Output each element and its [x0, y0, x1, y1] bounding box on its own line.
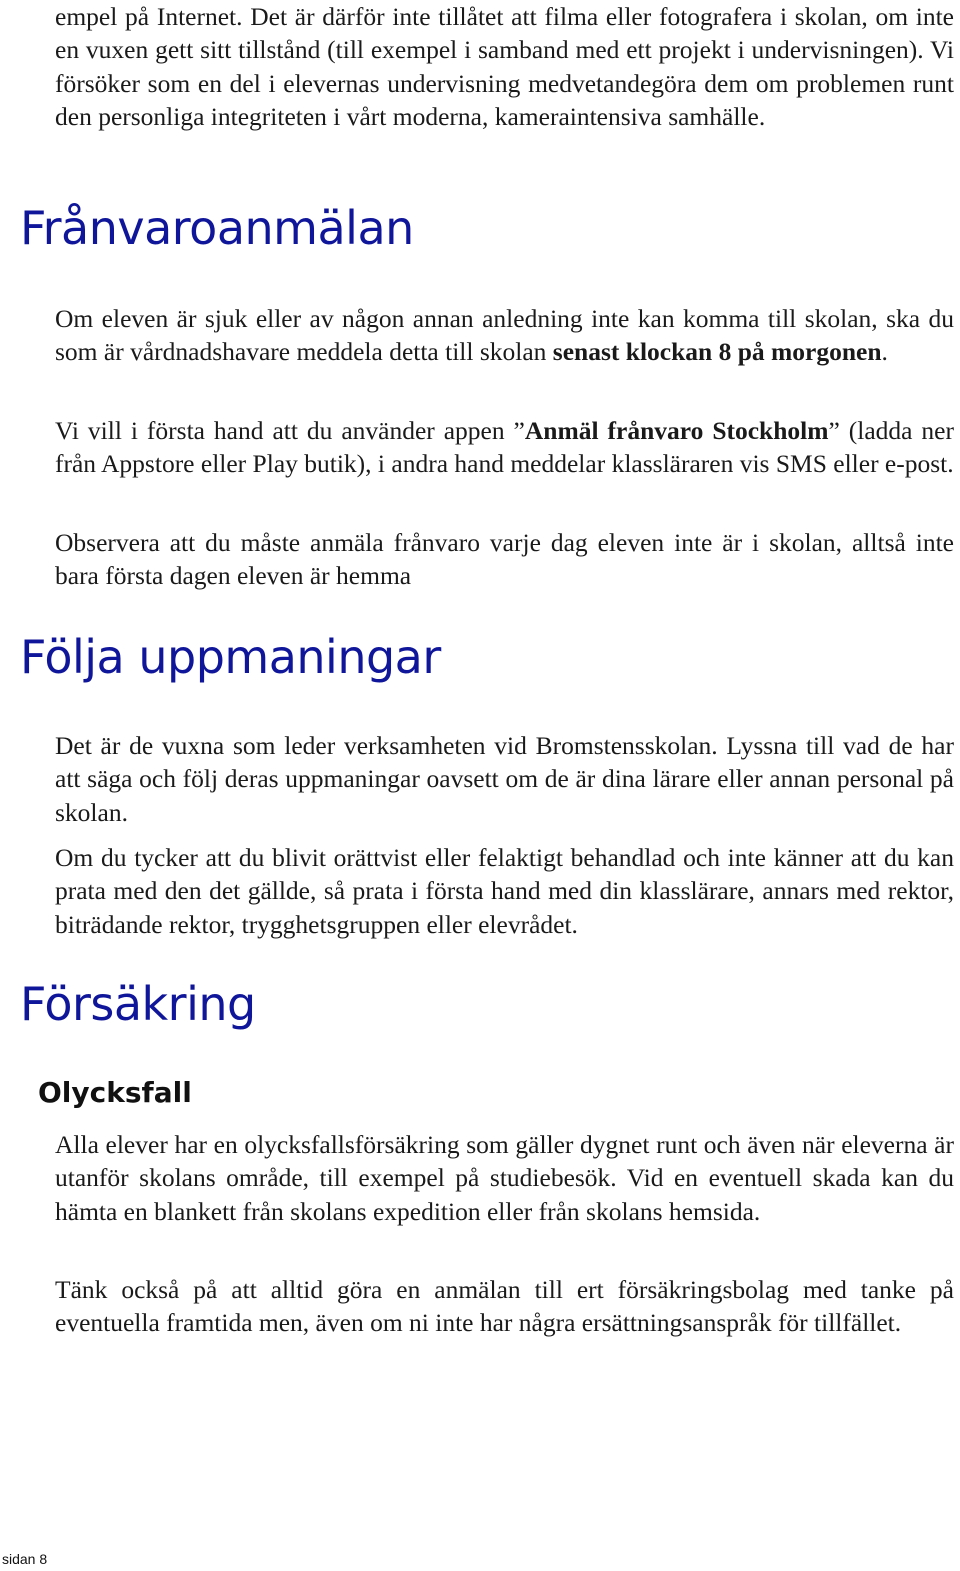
heading-franvaroanmalan: Frånvaroanmälan: [20, 201, 414, 255]
page-number: sidan 8: [2, 1551, 48, 1567]
franvaro-p2-text: Vi vill i första hand att du använder appen ”: [55, 416, 525, 445]
folja-paragraph-1: Det är de vuxna som leder verksamheten vid Bromstensskolan. Lyssna till vad de har att säga och följ deras uppmaningar oavsett om de är dina lärare eller annan personal på skolan.: [55, 731, 954, 827]
franvaro-paragraph-1: [55, 302, 954, 369]
franvaro-p1-emphasis: senast klockan 8 på morgonen: [552, 337, 882, 367]
intro-paragraph: empel på Internet. Det är därför inte tillåtet att filma eller fotografera i skolan, om inte en vuxen gett sitt tillstånd (till exempel i samband med ett projekt i undervisningen). Vi försöker som en del i elevernas undervisning medvetandegöra dem om problemen runt den personliga integriteten i vårt moderna, kameraintensiva samhälle.: [55, 2, 954, 131]
folja-paragraph-2: Om du tycker att du blivit orättvist eller felaktigt behandlad och inte känner att du kan prata med den det gällde, så prata i första hand med din klasslärare, annars med rektor, biträdande rektor, trygghetsgruppen eller elevrådet.: [55, 843, 954, 939]
forsakring-paragraph-2: Tänk också på att alltid göra en anmälan till ert försäkringsbolag med tanke på eventuella framtida men, även om ni inte har några ersättningsanspråk för tillfället.: [55, 1275, 954, 1338]
franvaro-paragraph-2: [55, 414, 954, 481]
heading-folja-uppmaningar: Följa uppmaningar: [20, 630, 441, 684]
franvaro-p2-end: ” (ladda ner från Appstore eller Play butik), i andra hand meddelar klassläraren vis SMS eller e-post.: [55, 416, 954, 479]
subheading-olycksfall: Olycksfall: [38, 1076, 192, 1109]
franvaro-paragraph-3: Observera att du måste anmäla frånvaro varje dag eleven inte är i skolan, alltså inte bara första dagen eleven är hemma: [55, 528, 954, 591]
franvaro-p1-end: .: [881, 337, 888, 367]
franvaro-p1-text: Om eleven är sjuk eller av någon annan anledning inte kan komma till skolan, ska du som är vårdnadshavare meddela detta till skolan: [55, 304, 954, 367]
heading-forsakring: Försäkring: [20, 977, 256, 1031]
franvaro-p2-app-name: Anmäl frånvaro Stockholm: [524, 416, 829, 445]
forsakring-paragraph-1: Alla elever har en olycksfallsförsäkring som gäller dygnet runt och även när eleverna är utanför skolans område, till exempel på studiebesök. Vid en eventuell skada kan du hämta en blankett från skolans expedition eller från skolans hemsida.: [55, 1130, 954, 1226]
